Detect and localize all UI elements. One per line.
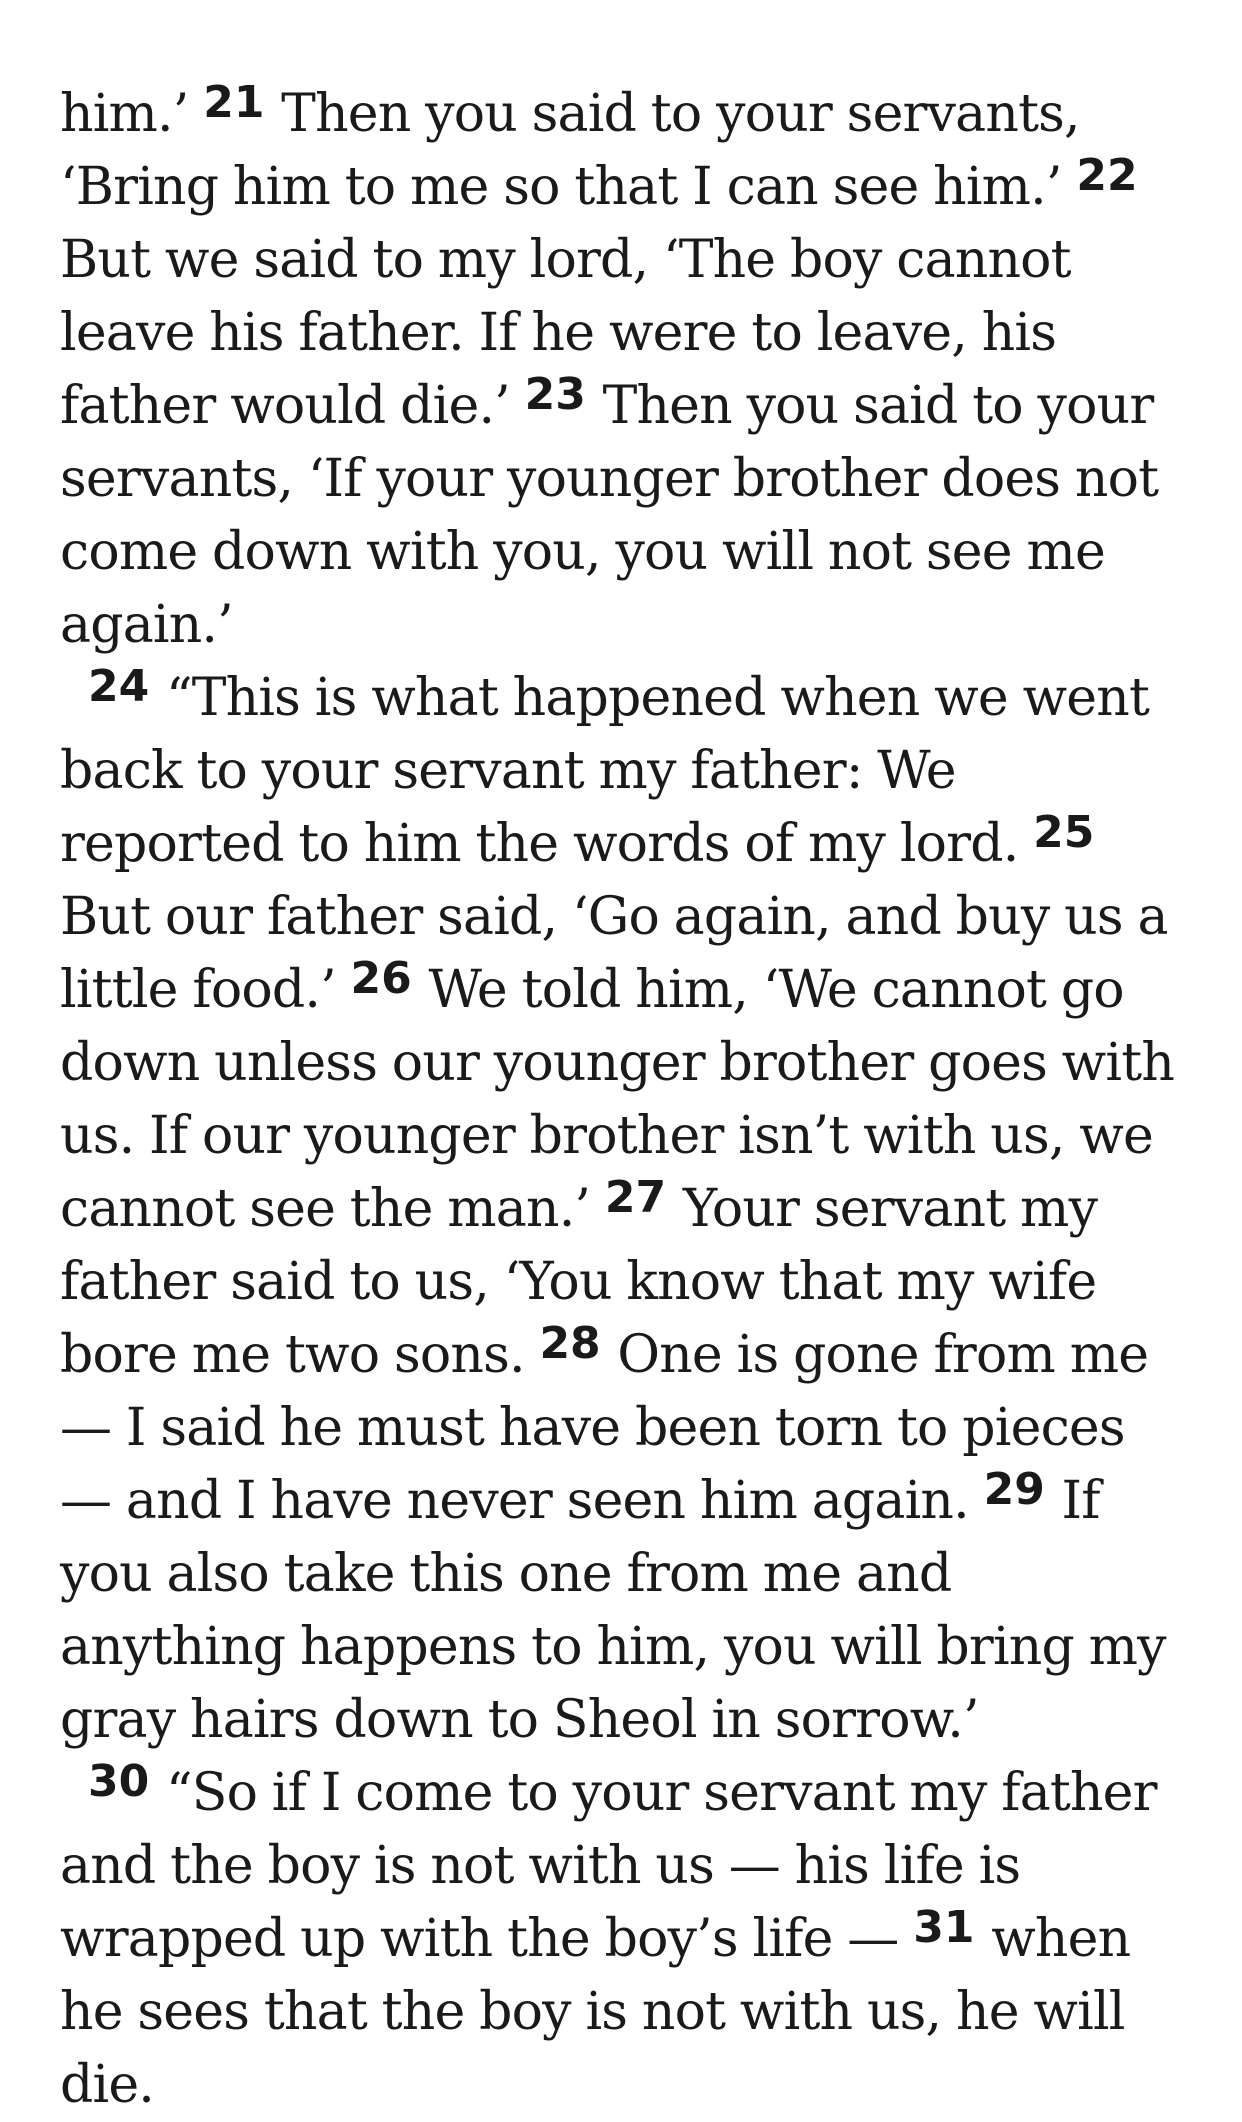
verse-text: Then you said to your servants, ‘Bring him to me so that I can see him.’ [60,84,1080,217]
paragraph [60,78,1190,662]
paragraph [60,1757,1190,2122]
verse-number: 24 [88,661,150,712]
verse-number: 21 [203,77,265,128]
verse-number: 28 [539,1318,601,1369]
verse-text: “This is what happened when we went back to your servant my father: We reported to him the words of my lord. [60,668,1150,874]
verse-text: him.’ [60,84,204,144]
paragraph [60,662,1190,1757]
verse-text: when he sees that the boy is not with us, he will die. [60,1909,1131,2115]
verse-text: But our father said, ‘Go again, and buy us a little food.’ [60,887,1168,1020]
verse-number: 22 [1076,150,1138,201]
verse-number: 29 [983,1464,1045,1515]
verse-text: But we said to my lord, ‘The boy cannot leave his father. If he were to leave, his father would die.’ [60,230,1071,436]
verse-number: 27 [604,1172,667,1223]
verse-number: 26 [350,953,412,1004]
verse-text: We told him, ‘We cannot go down unless our younger brother goes with us. If our younger brother isn’t with us, we cannot see the man.’ [60,960,1175,1239]
verse-text: One is gone from me — I said he must have been torn to pieces — and I have never seen him again. [60,1325,1149,1531]
verse-number: 30 [88,1756,150,1807]
verse-number: 31 [913,1902,975,1953]
verse-text: Your servant my father said to us, ‘You know that my wife bore me two sons. [60,1179,1098,1385]
scripture-page [60,78,1190,2122]
verse-text: If you also take this one from me and anything happens to him, you will bring my gray hairs down to Sheol in sorrow.’ [60,1471,1166,1750]
verse-text: “So if I come to your servant my father and the boy is not with us — his life is wrapped up with the boy’s life — [60,1763,1157,1969]
verse-text: Then you said to your servants, ‘If your younger brother does not come down with you, you will not see me again.’ [60,376,1159,655]
verse-number: 25 [1033,807,1095,858]
verse-number: 23 [524,369,586,420]
